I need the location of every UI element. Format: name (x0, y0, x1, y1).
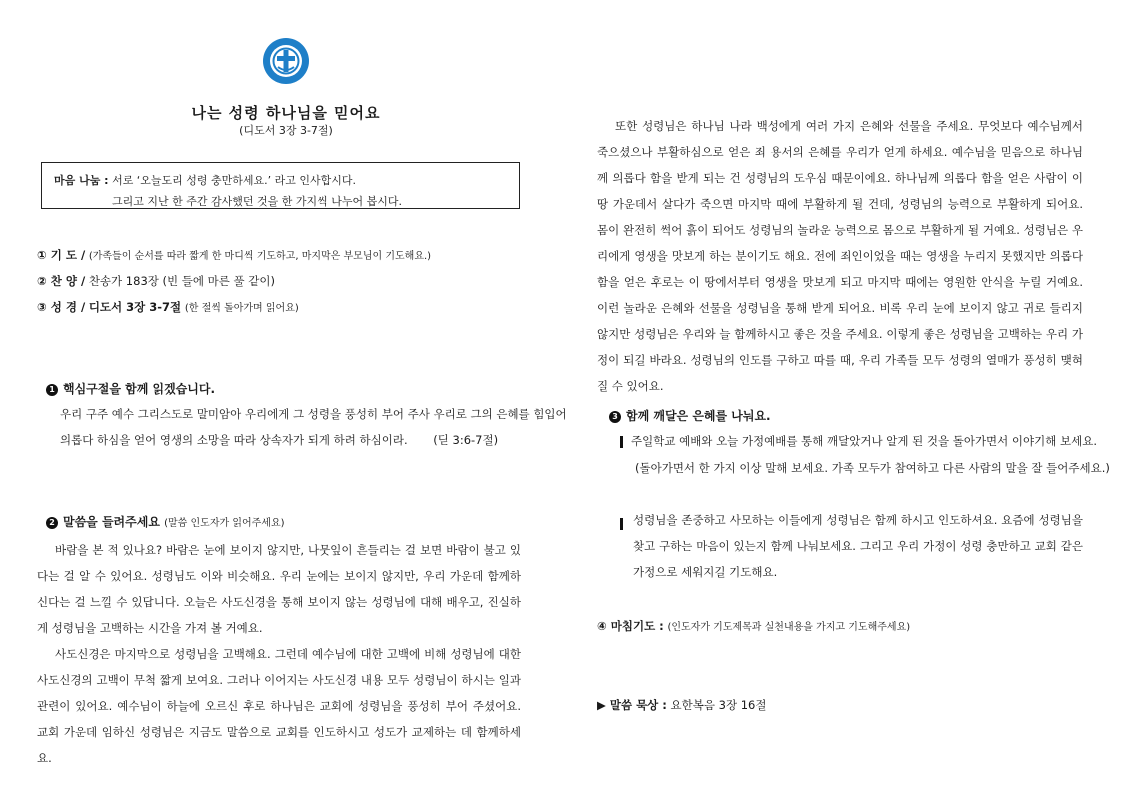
section2-note: (말씀 인도자가 읽어주세요) (164, 518, 285, 529)
question-1-text: 주일학교 예배와 오늘 가정예배를 통해 깨달았거나 알게 된 것을 돌아가면서 이야기해 보세요. (631, 434, 1098, 448)
scripture-value: 디도서 3장 3-7절 (88, 300, 182, 314)
question-marker-icon (620, 518, 623, 530)
hymn-label: ② 찬 양 / (37, 274, 86, 288)
question-2-marker (620, 513, 631, 532)
section3-heading (609, 407, 771, 424)
section3-title: 함께 깨달은 은혜를 나눠요. (626, 409, 771, 423)
meditation (597, 697, 766, 713)
section2-number: 2 (46, 517, 58, 529)
page-title: 나는 성령 하나님을 믿어요 (191, 104, 381, 122)
section1-number: 1 (46, 384, 58, 396)
meditation-label: ▶ 말씀 묵상 : (597, 698, 667, 712)
section2-heading (46, 513, 285, 530)
section1-verse-2 (60, 432, 498, 448)
order-hymn (37, 273, 275, 289)
section1-verse-1: 우리 구주 예수 그리스도로 말미암아 우리에게 그 성령을 풍성히 부어 주사 우리로 그의 은혜를 힘입어 (60, 407, 567, 421)
share-text-1: 서로 ‘오늘도리 성령 충만하세요.’ 라고 인사합시다. (112, 174, 357, 187)
share-line-1 (54, 172, 356, 188)
share-label: 마음 나눔 : (54, 174, 109, 187)
section3-question-1-note: (돌아가면서 한 가지 이상 말해 보세요. 가족 모두가 참여하고 다른 사람의 말을 잘 들어주세요.) (635, 461, 1110, 475)
right-paragraph: 또한 성령님은 하나님 나라 백성에게 여러 가지 은혜와 선물을 주세요. 무엇보다 예수님께서 죽으셨으나 부활하심으로 얻은 죄 용서의 은혜를 우리가 얻게 하세요. 예수님을 믿음으로 하나님께 의롭다 함을 받게 되는 건 성령님의 도우심 때문이에요. 하나님께 의롭다 함을 얻은 사람이 이 땅 가운데서 살다가 죽으면 마지막 때에 부활하게 될 건데, 성령님의 능력으로 부활하게 되어요. 몸이 완전히 썩어 흙이 되어도 성령님의 놀라운 능력으로 몸으로 부활하게 될 거예요. 성령님은 우리에게 영생을 맛보게 하는 분이기도 해요. 전에 죄인이었을 때는 영생을 누리지 못했지만 의롭다 함을 얻은 후로는 이 땅에서부터 영생을 맛보게 되고 마지막 때에는 영원한 안식을 누릴 거예요. 이런 놀라운 은혜와 선물을 성령님을 통해 받게 되어요. 비록 우리 눈에 보이지 않고 귀로 들리지 않지만 성령님은 우리와 늘 함께하시고 좋은 것을 주세요. 이렇게 좋은 성령님을 고백하는 우리 가정이 되길 바라요. 성령님의 인도를 구하고 따를 때, 우리 가족들 모두 성령의 열매가 풍성히 맺혀질 수 있어요. (597, 119, 1083, 393)
closing-prayer (597, 618, 910, 634)
order-scripture (37, 299, 299, 315)
section1-verse-2-text: 의롭다 하심을 얻어 영생의 소망을 따라 상속자가 되게 하려 하심이라. (60, 433, 408, 447)
closing-note: (인도자가 기도제목과 실천내용을 가지고 기도해주세요) (667, 622, 911, 633)
prayer-label: ① 기 도 / (37, 248, 86, 262)
church-logo (262, 37, 310, 85)
share-box (41, 162, 520, 209)
scripture-label: ③ 성 경 / (37, 300, 86, 314)
section3-question-1 (620, 433, 1097, 449)
hymn-value: 찬송가 183장 (빈 들에 마른 풀 같이) (88, 274, 275, 288)
scripture-note: (한 절씩 돌아가며 읽어요) (184, 303, 299, 314)
section1-heading (46, 380, 215, 397)
section2-paragraph-1: 바람을 본 적 있나요? 바람은 눈에 보이지 않지만, 나뭇잎이 흔들리는 걸 보면 바람이 불고 있다는 걸 알 수 있어요. 성령님도 이와 비슷해요. 우리 눈에는 보이지 않지만, 우리 가운데 함께하신다는 걸 느낄 수 있답니다. 오늘은 사도신경을 통해 보이지 않는 성령님에 대해 배우고, 진실하게 성령님을 고백하는 시간을 가져 볼 거예요. (37, 543, 521, 635)
section1-title: 핵심구절을 함께 읽겠습니다. (63, 382, 216, 396)
section2-paragraph-2: 사도신경은 마지막으로 성령님을 고백해요. 그런데 예수님에 대한 고백에 비해 성령님에 대한 사도신경의 고백이 무척 짧게 보여요. 그러나 이어지는 사도신경 내용 모두 성령님이 하시는 일과 관련이 있어요. 예수님이 하늘에 오르신 후로 하나님은 교회에 성령님을 풍성히 부어 주셨어요. 교회 가운데 임하신 성령님은 지금도 말씀으로 교회를 인도하시고 성도가 교제하는 데 함께하세요. (37, 647, 521, 765)
prayer-note: (가족들이 순서를 따라 짧게 한 마디씩 기도하고, 마지막은 부모님이 기도해요.) (88, 251, 432, 262)
meditation-value: 요한복음 3장 16절 (670, 698, 767, 712)
section1-ref: (딛 3:6-7절) (433, 433, 499, 447)
question-marker-icon (620, 436, 623, 448)
section3-question-2: 성령님을 존중하고 사모하는 이들에게 성령님은 함께 하시고 인도하셔요. 요즘에 성령님을 찾고 구하는 마음이 있는지 함께 나눠보세요. 그리고 우리 가정이 성령 충만하고 교회 같은 가정으로 세워지길 기도해요. (633, 513, 1083, 579)
share-text-2: 그리고 지난 한 주간 감사했던 것을 한 가지씩 나누어 봅시다. (112, 195, 402, 208)
closing-label: ④ 마침기도 : (597, 619, 664, 633)
section3-number: 3 (609, 411, 621, 423)
page-subtitle: (디도서 3장 3-7절) (239, 124, 333, 137)
order-prayer (37, 247, 431, 263)
section2-title: 말씀을 들려주세요 (63, 515, 160, 529)
